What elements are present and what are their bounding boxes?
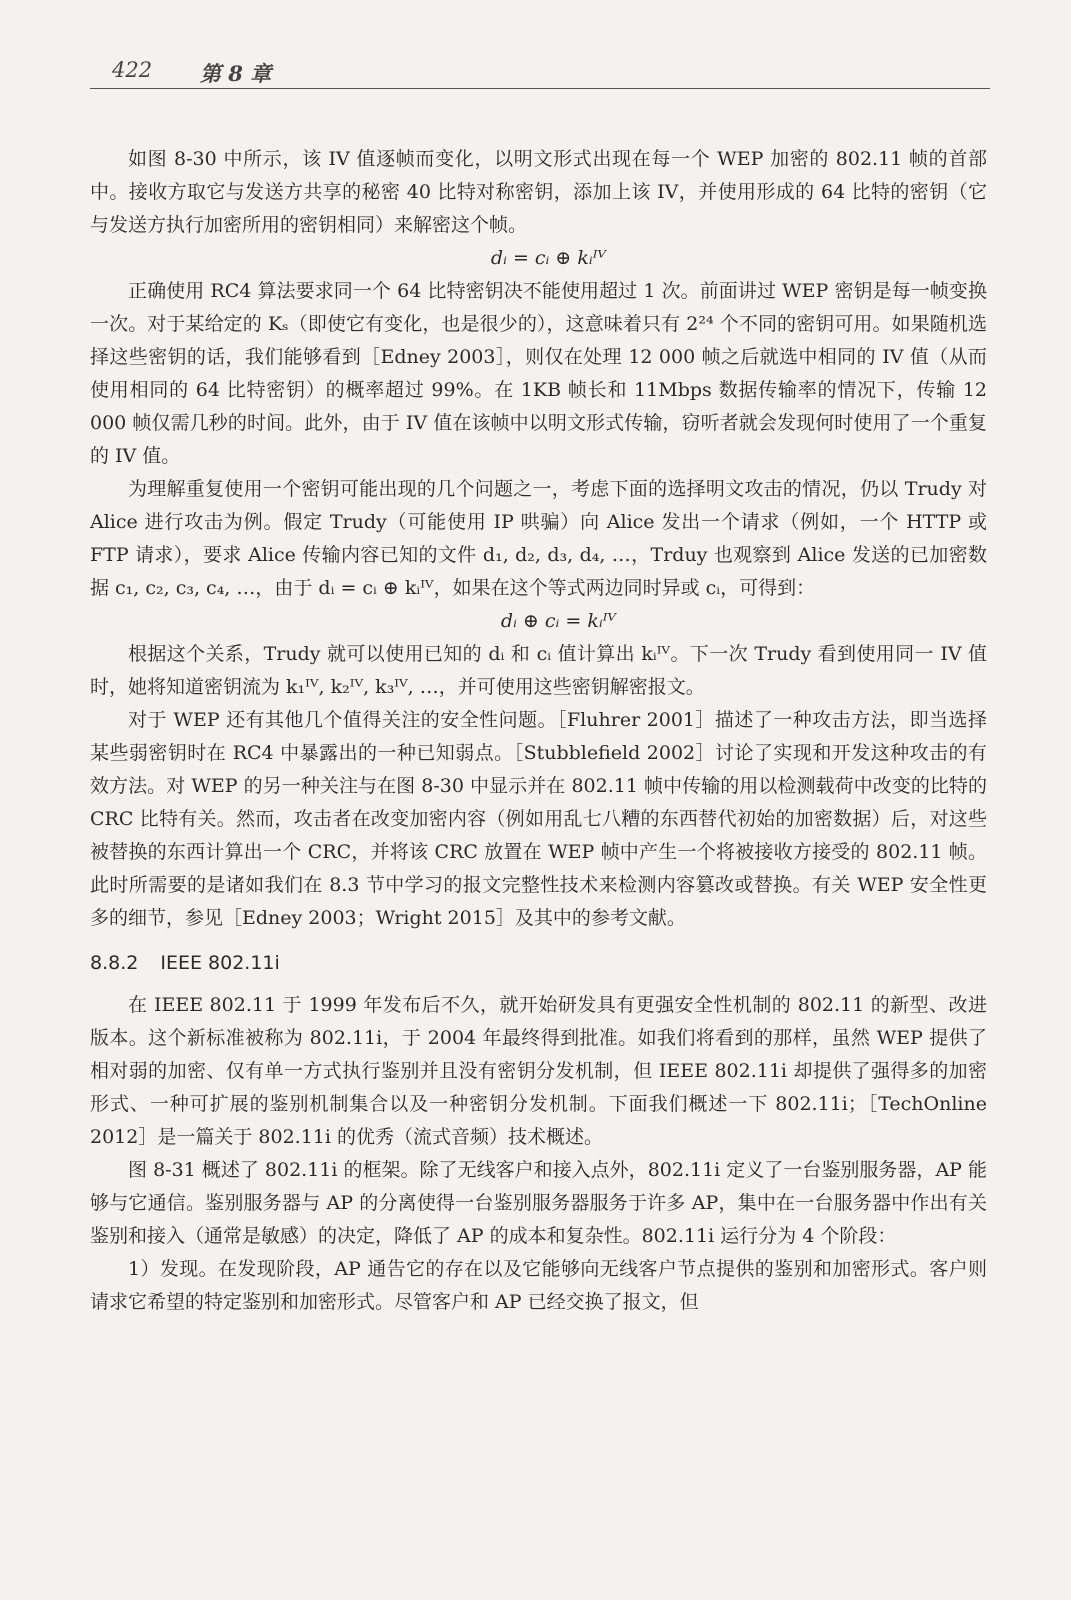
paragraph: 对于 WEP 还有其他几个值得关注的安全性问题。［Fluhrer 2001］描述了一种攻击方法，即当选择某些弱密钥时在 RC4 中暴露出的一种已知弱点。［Stubblefield 2002］讨论了实现和开发这种攻击的有效方法。对 WEP 的另一种关注与在图 8-30 中显示并在 802.11 帧中传输的用以检测载荷中改变的比特的 CRC 比特有关。然而，攻击者在改变加密内容（例如用乱七八糟的东西替代初始的加密数据）后，对这些被替换的东西计算出一个 CRC，并将该 CRC 放置在 WEP 帧中产生一个将被接收方接受的 802.11 帧。此时所需要的是诸如我们在 8.3 节中学习的报文完整性技术来检测内容篡改或替换。有关 WEP 安全性更多的细节，参见［Edney 2003；Wright 2015］及其中的参考文献。 (90, 709, 987, 929)
page-number: 422 (112, 58, 153, 82)
paragraph: 图 8-31 概述了 802.11i 的框架。除了无线客户和接入点外，802.11i 定义了一台鉴别服务器，AP 能够与它通信。鉴别服务器与 AP 的分离使得一台鉴别服务器服务于许多 AP，集中在一台服务器中作出有关鉴别和接入（通常是敏感）的决定，降低了 AP 的成本和复杂性。802.11i 运行分为 4 个阶段： (90, 1159, 987, 1247)
page-header (90, 52, 990, 89)
equation: dᵢ = cᵢ ⊕ kᵢᴵⱽ (490, 247, 607, 269)
paragraph: 正确使用 RC4 算法要求同一个 64 比特密钥决不能使用超过 1 次。前面讲过 WEP 密钥是每一帧变换一次。对于某给定的 Kₛ（即使它有变化，也是很少的），这意味着只有 2²⁴ 个不同的密钥可用。如果随机选择这些密钥的话，我们能够看到［Edney 2003］，则仅在处理 12 000 帧之后就选中相同的 IV 值（从而使用相同的 64 比特密钥）的概率超过 99%。在 1KB 帧长和 11Mbps 数据传输率的情况下，传输 12 000 帧仅需几秒的时间。此外，由于 IV 值在该帧中以明文形式传输，窃听者就会发现何时使用了一个重复的 IV 值。 (90, 280, 987, 467)
section-title: IEEE 802.11i (160, 952, 280, 974)
paragraph: 如图 8-30 中所示，该 IV 值逐帧而变化，以明文形式出现在每一个 WEP 加密的 802.11 帧的首部中。接收方取它与发送方共享的秘密 40 比特对称密钥，添加上该 IV，并使用形成的 64 比特的密钥（它与发送方执行加密所用的密钥相同）来解密这个帧。 (90, 148, 987, 236)
paragraph: 在 IEEE 802.11 于 1999 年发布后不久，就开始研发具有更强安全性机制的 802.11 的新型、改进版本。这个新标准被称为 802.11i，于 2004 年最终得到批准。如我们将看到的那样，虽然 WEP 提供了相对弱的加密、仅有单一方式执行鉴别并且没有密钥分发机制，但 IEEE 802.11i 却提供了强得多的加密形式、一种可扩展的鉴别机制集合以及一种密钥分发机制。下面我们概述一下 802.11i；［TechOnline 2012］是一篇关于 802.11i 的优秀（流式音频）技术概述。 (90, 994, 987, 1148)
paragraph: 1）发现。在发现阶段，AP 通告它的存在以及它能够向无线客户节点提供的鉴别和加密形式。客户则请求它希望的特定鉴别和加密形式。尽管客户和 AP 已经交换了报文，但 (90, 1258, 987, 1313)
equation: dᵢ ⊕ cᵢ = kᵢᴵⱽ (500, 610, 617, 632)
body-text (90, 143, 987, 1319)
paragraph: 为理解重复使用一个密钥可能出现的几个问题之一，考虑下面的选择明文攻击的情况，仍以 Trudy 对 Alice 进行攻击为例。假定 Trudy（可能使用 IP 哄骗）向 Alice 发出一个请求（例如，一个 HTTP 或 FTP 请求），要求 Alice 传输内容已知的文件 d₁, d₂, d₃, d₄, …，Trduy 也观察到 Alice 发送的已加密数据 c₁, c₂, c₃, c₄, …，由于 dᵢ = cᵢ ⊕ kᵢᴵⱽ，如果在这个等式两边同时异或 cᵢ，可得到： (90, 478, 987, 599)
section-heading (90, 945, 987, 981)
section-number: 8.8.2 (90, 952, 139, 974)
chapter-label: 第 8 章 (200, 61, 272, 86)
paragraph: 根据这个关系，Trudy 就可以使用已知的 dᵢ 和 cᵢ 值计算出 kᵢᴵⱽ。下一次 Trudy 看到使用同一 IV 值时，她将知道密钥流为 k₁ᴵⱽ, k₂ᴵⱽ, k₃ᴵⱽ, …，并可使用这些密钥解密报文。 (90, 643, 987, 698)
